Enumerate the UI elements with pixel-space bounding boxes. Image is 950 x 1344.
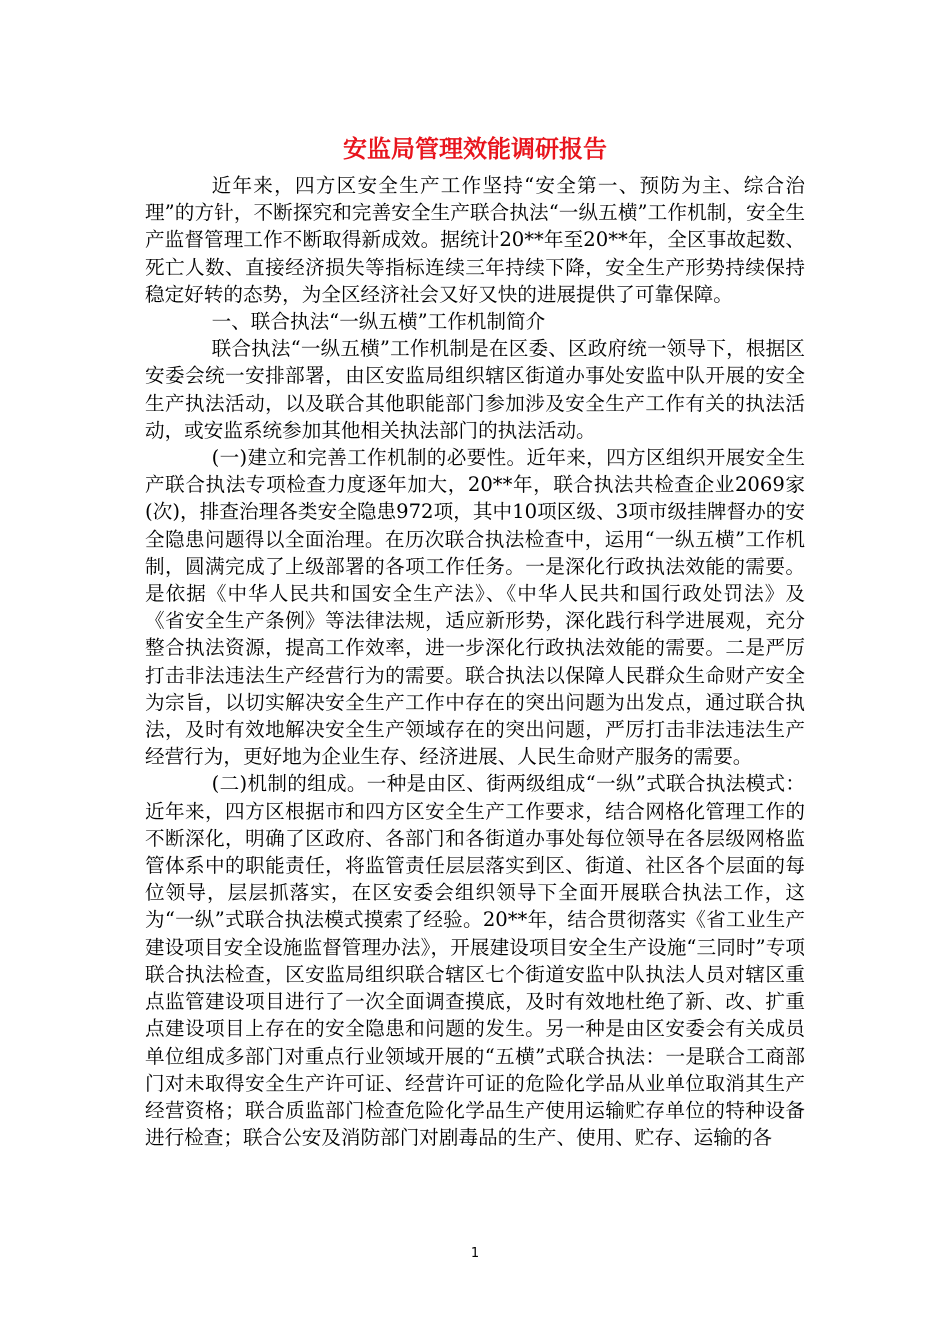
paragraph-composition: (二)机制的组成。一种是由区、街两级组成“一纵”式联合执法模式：近年来，四方区根据市和四方区安全生产工作要求，结合网格化管理工作的不断深化，明确了区政府、各部门和各街道办事处每位领导在各层级网格监管体系中的职能责任，将监管责任层层落实到区、街道、社区各个层面的每位领导，层层抓落实，在区安委会组织领导下全面开展联合执法工作，这为“一纵”式联合执法模式摸索了经验。20**年，结合贯彻落实《省工业生产建设项目安全设施监督管理办法》，开展建设项目安全生产设施“三同时”专项联合执法检查，区安监局组织联合辖区七个街道安监中队执法人员对辖区重点监管建设项目进行了一次全面调查摸底，及时有效地杜绝了新、改、扩重点建设项目上存在的安全隐患和问题的发生。另一种是由区安委会有关成员单位组成多部门对重点行业领域开展的“五横”式联合执法：一是联合工商部门对未取得安全生产许可证、经营许可证的危险化学品从业单位取消其生产经营资格；联合质监部门检查危险化学品生产使用运输贮存单位的特种设备进行检查；联合公安及消防部门对剧毒品的生产、使用、贮存、运输的各 [145,772,805,1150]
paragraph-necessity: (一)建立和完善工作机制的必要性。近年来，四方区组织开展安全生产联合执法专项检查力度逐年加大，20**年，联合执法共检查企业2069家(次)，排查治理各类安全隐患972项，其中10项区级、3项市级挂牌督办的安全隐患问题得以全面治理。在历次联合执法检查中，运用“一纵五横”工作机制，圆满完成了上级部署的各项工作任务。一是深化行政执法效能的需要。是依据《中华人民共和国安全生产法》、《中华人民共和国行政处罚法》及《省安全生产条例》等法律法规，适应新形势，深化践行科学进展观，充分整合执法资源，提高工作效率，进一步深化行政执法效能的需要。二是严厉打击非法违法生产经营行为的需要。联合执法以保障人民群众生命财产安全为宗旨，以切实解决安全生产工作中存在的突出问题为出发点，通过联合执法，及时有效地解决安全生产领域存在的突出问题，严厉打击非法违法生产经营行为，更好地为企业生存、经济进展、人民生命财产服务的需要。 [145,446,805,769]
paragraph-mechanism-intro: 联合执法“一纵五横”工作机制是在区委、区政府统一领导下，根据区安委会统一安排部署，由区安监局组织辖区街道办事处安监中队开展的安全生产执法活动，以及联合其他职能部门参加涉及安全生产工作有关的执法活动，或安监系统参加其他相关执法部门的执法活动。 [145,337,805,442]
section-heading-1: 一、联合执法“一纵五横”工作机制简介 [211,310,546,334]
page-number: 1 [470,1246,480,1261]
document-body [145,172,805,1151]
paragraph-intro: 近年来，四方区安全生产工作坚持“安全第一、预防为主、综合治理”的方针，不断探究和完善安全生产联合执法“一纵五横”工作机制，安全生产监督管理工作不断取得新成效。据统计20**年至20**年，全区事故起数、死亡人数、直接经济损失等指标连续三年持续下降，安全生产形势持续保持稳定好转的态势，为全区经济社会又好又快的进展提供了可靠保障。 [145,174,805,306]
document-title: 安监局管理效能调研报告 [343,135,607,163]
